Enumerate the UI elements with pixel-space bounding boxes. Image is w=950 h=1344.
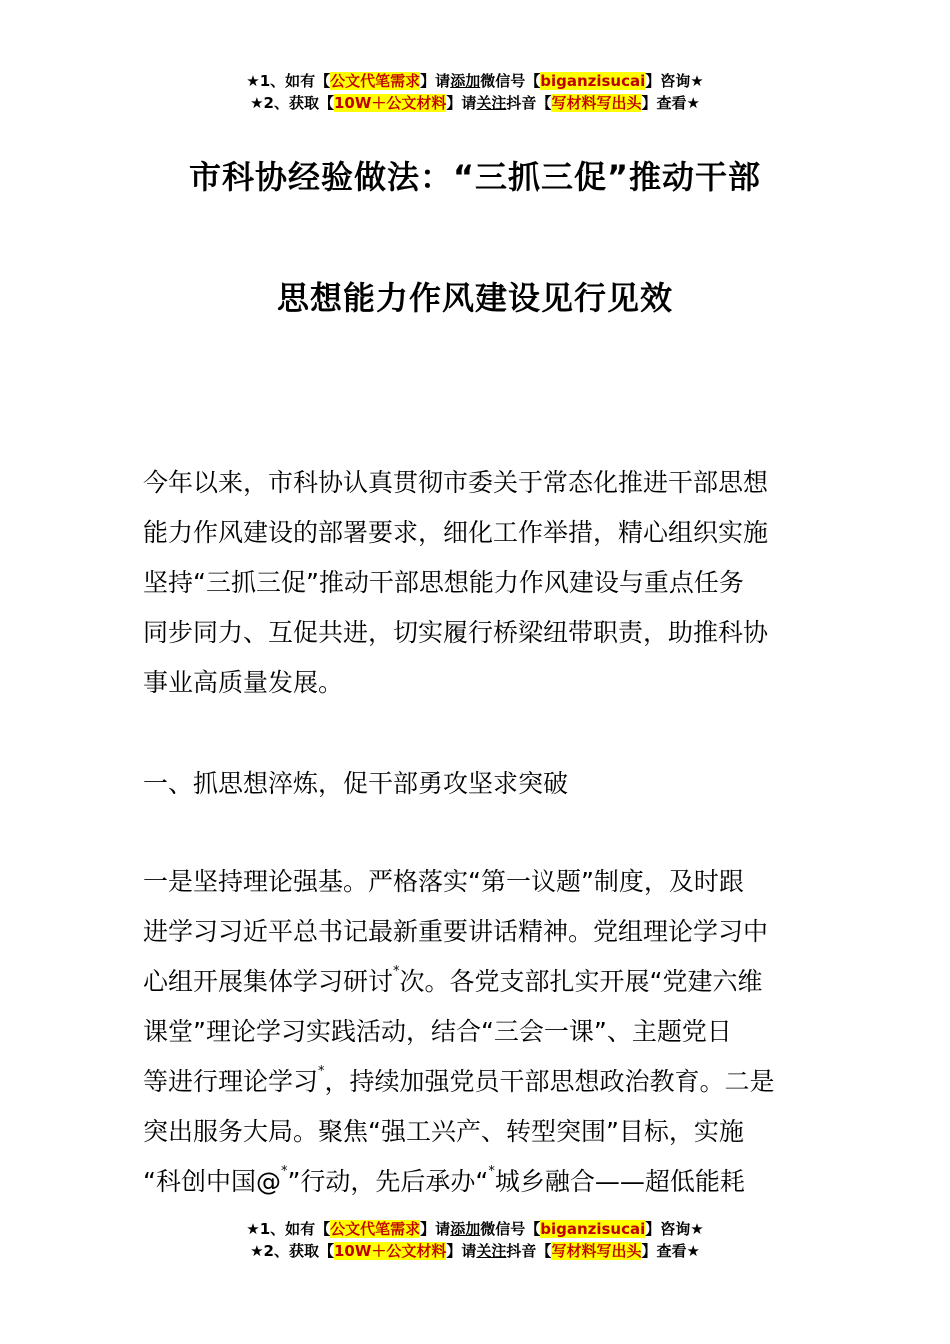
banner-highlight: 10W＋公文材料	[333, 94, 447, 112]
intro-line: 事业高质量发展。	[143, 668, 344, 697]
top-banner	[0, 70, 950, 114]
intro-paragraph	[143, 458, 808, 708]
section-1-paragraph	[143, 857, 808, 1207]
document-title-line-1: 市科协经验做法：“三抓三促”推动干部	[188, 158, 762, 196]
banner-line-1: ★1、如有【公文代笔需求】请添加微信号【biganzisucai】咨询★	[246, 72, 704, 90]
body-line: 突出服务大局。聚焦“强工兴产、转型突围”目标，实施	[143, 1117, 744, 1146]
redaction-mark: *	[488, 1164, 495, 1179]
body-line: 一是坚持理论强基。严格落实“第一议题”制度，及时跟	[143, 867, 744, 896]
document-title-line-2: 思想能力作风建设见行见效	[276, 279, 673, 317]
intro-line: 今年以来，市科协认真贯彻市委关于常态化推进干部思想	[143, 468, 769, 497]
wechat-id-highlight: biganzisucai	[540, 1220, 646, 1238]
body-line: 心组开展集体学习研讨*次。各党支部扎实开展“党建六维	[143, 964, 763, 996]
body-line: 等进行理论学习*，持续加强党员干部思想政治教育。二是	[143, 1064, 775, 1096]
banner-line-1: ★1、如有【公文代笔需求】请添加微信号【biganzisucai】咨询★	[246, 1220, 704, 1238]
banner-line-2: ★2、获取【10W＋公文材料】请关注抖音【写材料写出头】查看★	[250, 1242, 700, 1260]
banner-highlight: 10W＋公文材料	[333, 1242, 447, 1260]
redaction-mark: *	[318, 1064, 325, 1079]
bottom-banner	[0, 1218, 950, 1262]
banner-highlight: 公文代笔需求	[330, 1220, 421, 1238]
body-line: 课堂”理论学习实践活动，结合“三会一课”、主题党日	[143, 1017, 732, 1046]
douyin-highlight: 写材料写出头	[551, 94, 642, 112]
redaction-mark: *	[393, 964, 400, 979]
douyin-highlight: 写材料写出头	[551, 1242, 642, 1260]
banner-line-2: ★2、获取【10W＋公文材料】请关注抖音【写材料写出头】查看★	[250, 94, 700, 112]
intro-line: 坚持“三抓三促”推动干部思想能力作风建设与重点任务	[143, 568, 744, 597]
body-line: “科创中国@*”行动，先后承办“*城乡融合——超低能耗	[143, 1164, 745, 1196]
intro-line: 同步同力、互促共进，切实履行桥梁纽带职责，助推科协	[143, 618, 769, 647]
intro-line: 能力作风建设的部署要求，细化工作举措，精心组织实施	[143, 518, 769, 547]
redaction-mark: *	[280, 1164, 288, 1179]
body-line: 进学习习近平总书记最新重要讲话精神。党组理论学习中	[143, 917, 769, 946]
wechat-id-highlight: biganzisucai	[540, 72, 646, 90]
banner-highlight: 公文代笔需求	[330, 72, 421, 90]
section-1-heading: 一、抓思想淬炼，促干部勇攻坚求突破	[143, 769, 569, 798]
